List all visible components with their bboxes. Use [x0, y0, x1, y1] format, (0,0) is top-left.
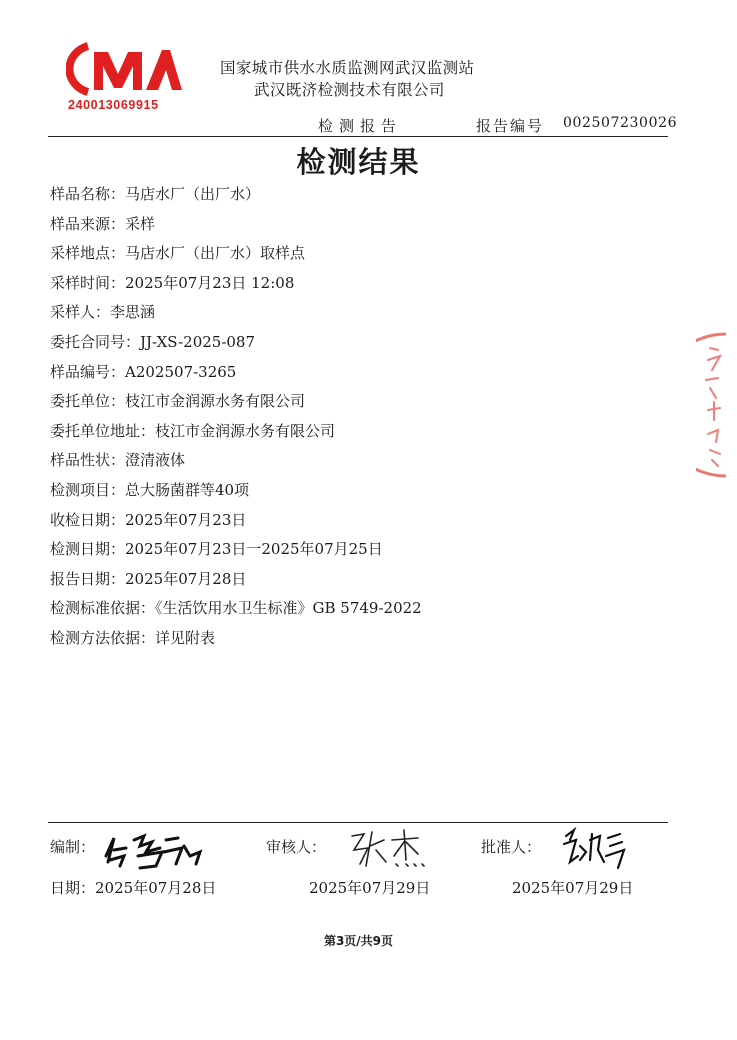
approver-label: 批准人：	[481, 838, 542, 856]
date-label: 日期：	[50, 879, 96, 897]
field-value: A202507-3265	[125, 362, 237, 381]
header-divider	[48, 136, 668, 137]
field-value: 2025年07月23日 12:08	[125, 273, 295, 292]
field-label: 采样人：	[50, 303, 111, 322]
field-label: 委托单位：	[50, 392, 126, 411]
field-receive-date	[50, 506, 650, 536]
field-label: 委托合同号：	[50, 332, 141, 351]
field-value: 马店水厂（出厂水）取样点	[125, 244, 306, 263]
page-number: 第3页/共9页	[323, 934, 394, 948]
field-sample-source	[50, 210, 650, 240]
field-value: 2025年07月28日	[125, 569, 247, 588]
compiler-date	[50, 877, 216, 898]
field-value: 采样	[125, 214, 156, 233]
field-value: 枝江市金润源水务有限公司	[155, 421, 336, 440]
document-type: 检测报告	[318, 117, 403, 135]
field-sample-appearance	[50, 446, 650, 476]
field-value: 李思涵	[110, 303, 156, 322]
field-label: 报告日期：	[50, 569, 126, 588]
field-label: 检测项目：	[50, 480, 126, 499]
report-number-label: 报告编号	[476, 117, 545, 135]
field-sampler	[50, 298, 650, 328]
field-label: 样品编号：	[50, 362, 126, 381]
field-value: 《生活饮用水卫生标准》GB 5749-2022	[155, 599, 422, 618]
field-sample-no	[50, 358, 650, 388]
field-value: JJ-XS-2025-087	[140, 332, 256, 351]
approver-date: 2025年07月29日	[512, 879, 634, 897]
field-client-address	[50, 417, 650, 447]
field-sampling-time	[50, 269, 650, 299]
signature-divider	[48, 822, 668, 823]
field-test-method	[50, 624, 650, 654]
field-value: 澄清液体	[125, 451, 186, 470]
reviewer-signature	[346, 826, 432, 870]
reviewer-date: 2025年07月29日	[309, 879, 431, 897]
field-report-date	[50, 565, 650, 595]
field-sample-name	[50, 180, 650, 210]
field-client	[50, 387, 650, 417]
field-label: 采样地点：	[50, 244, 126, 263]
field-value: 枝江市金润源水务有限公司	[125, 392, 306, 411]
field-value: 详见附表	[155, 628, 216, 647]
org-name-line2: 武汉既济检测技术有限公司	[254, 81, 445, 99]
field-label: 样品来源：	[50, 214, 126, 233]
date-value: 2025年07月28日	[95, 879, 217, 897]
field-value: 2025年07月23日一2025年07月25日	[125, 540, 383, 559]
field-value: 马店水厂（出厂水）	[125, 185, 261, 203]
field-test-date	[50, 535, 650, 565]
seal-stamp-fragment	[696, 330, 726, 480]
field-label: 收检日期：	[50, 510, 126, 529]
field-contract-no	[50, 328, 650, 358]
field-test-standard	[50, 594, 650, 624]
field-label: 检测方法依据：	[50, 628, 156, 647]
field-sampling-location	[50, 239, 650, 269]
cma-code: 240013069915	[68, 98, 159, 112]
cma-logo	[66, 40, 186, 116]
field-label: 检测标准依据：	[50, 599, 156, 618]
page-title: 检测结果	[296, 145, 421, 179]
field-label: 样品名称：	[50, 185, 126, 203]
field-value: 总大肠菌群等40项	[125, 480, 250, 499]
cma-logo-mark	[66, 40, 186, 100]
field-label: 采样时间：	[50, 273, 126, 292]
compiler-signature	[100, 826, 206, 872]
field-label: 检测日期：	[50, 540, 126, 559]
org-name-line1: 国家城市供水水质监测网武汉监测站	[220, 59, 475, 77]
field-test-items	[50, 476, 650, 506]
field-value: 2025年07月23日	[125, 510, 247, 529]
approver-signature	[560, 826, 640, 872]
report-number: 002507230026	[563, 115, 678, 131]
field-label: 委托单位地址：	[50, 421, 156, 440]
reviewer-label: 审核人：	[266, 838, 327, 856]
compiler-label: 编制：	[50, 838, 96, 856]
field-label: 样品性状：	[50, 451, 126, 470]
sample-info-list	[50, 180, 650, 654]
